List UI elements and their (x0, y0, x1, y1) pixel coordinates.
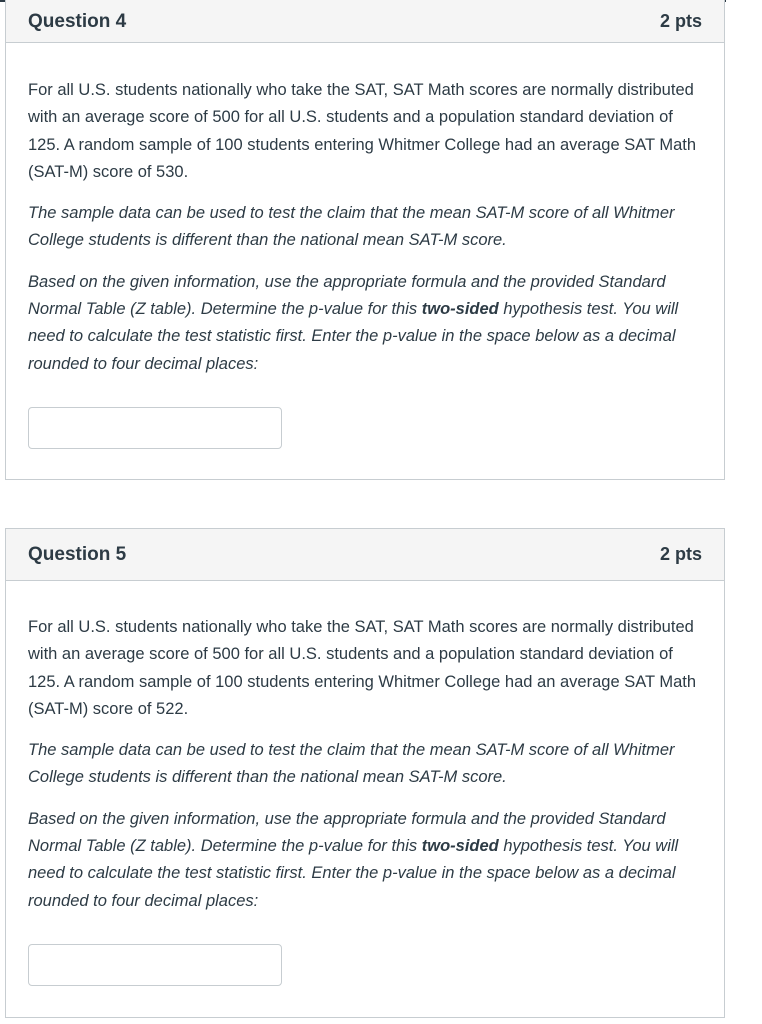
instructions-text-end: hypothesis test. You will need to calculate the test statistic first. Enter the p-value in the space below as a decimal rounded to four decimal places: (28, 300, 679, 373)
instructions-bold: two-sided (421, 837, 499, 856)
answer-input[interactable] (28, 944, 282, 986)
question-points: 2 pts (659, 544, 702, 564)
question-points: 2 pts (659, 11, 702, 31)
question-header (6, 0, 724, 43)
question-text: For all U.S. students nationally who take the SAT, SAT Math scores are normally distributed with an average score of 500 for all U.S. students and a population standard deviation of 125. A random sample of 100 students entering Whitmer College had an average SAT Math (SAT-M) score of 522. (28, 618, 697, 718)
instructions-text-end: hypothesis test. You will need to calculate the test statistic first. Enter the p-value in the space below as a decimal rounded to four decimal places: (28, 837, 679, 910)
instructions-bold: two-sided (421, 300, 499, 319)
question-4-card (5, 0, 725, 480)
question-title: Question 5 (28, 543, 127, 565)
question-claim: The sample data can be used to test the claim that the mean SAT-M score of all Whitmer College students is different than the national mean SAT-M score. (28, 204, 675, 250)
question-title: Question 4 (28, 10, 127, 32)
instructions-text-start: Based on the given information, use the appropriate formula and the provided Standard Normal Table (Z table). Determine the p-value for this (28, 809, 666, 856)
instructions-text-start: Based on the given information, use the appropriate formula and the provided Standard Normal Table (Z table). Determine the p-value for this (28, 272, 666, 319)
question-5-card (5, 528, 725, 1018)
question-header (6, 529, 724, 581)
answer-input[interactable] (28, 407, 282, 449)
question-instructions (28, 269, 702, 378)
question-claim: The sample data can be used to test the claim that the mean SAT-M score of all Whitmer College students is different than the national mean SAT-M score. (28, 741, 675, 787)
question-instructions (28, 806, 702, 915)
question-body (6, 581, 724, 986)
question-body (6, 43, 724, 449)
right-margin (726, 0, 762, 1024)
question-text: For all U.S. students nationally who take the SAT, SAT Math scores are normally distributed with an average score of 500 for all U.S. students and a population standard deviation of 125. A random sample of 100 students entering Whitmer College had an average SAT Math (SAT-M) score of 530. (28, 81, 697, 181)
